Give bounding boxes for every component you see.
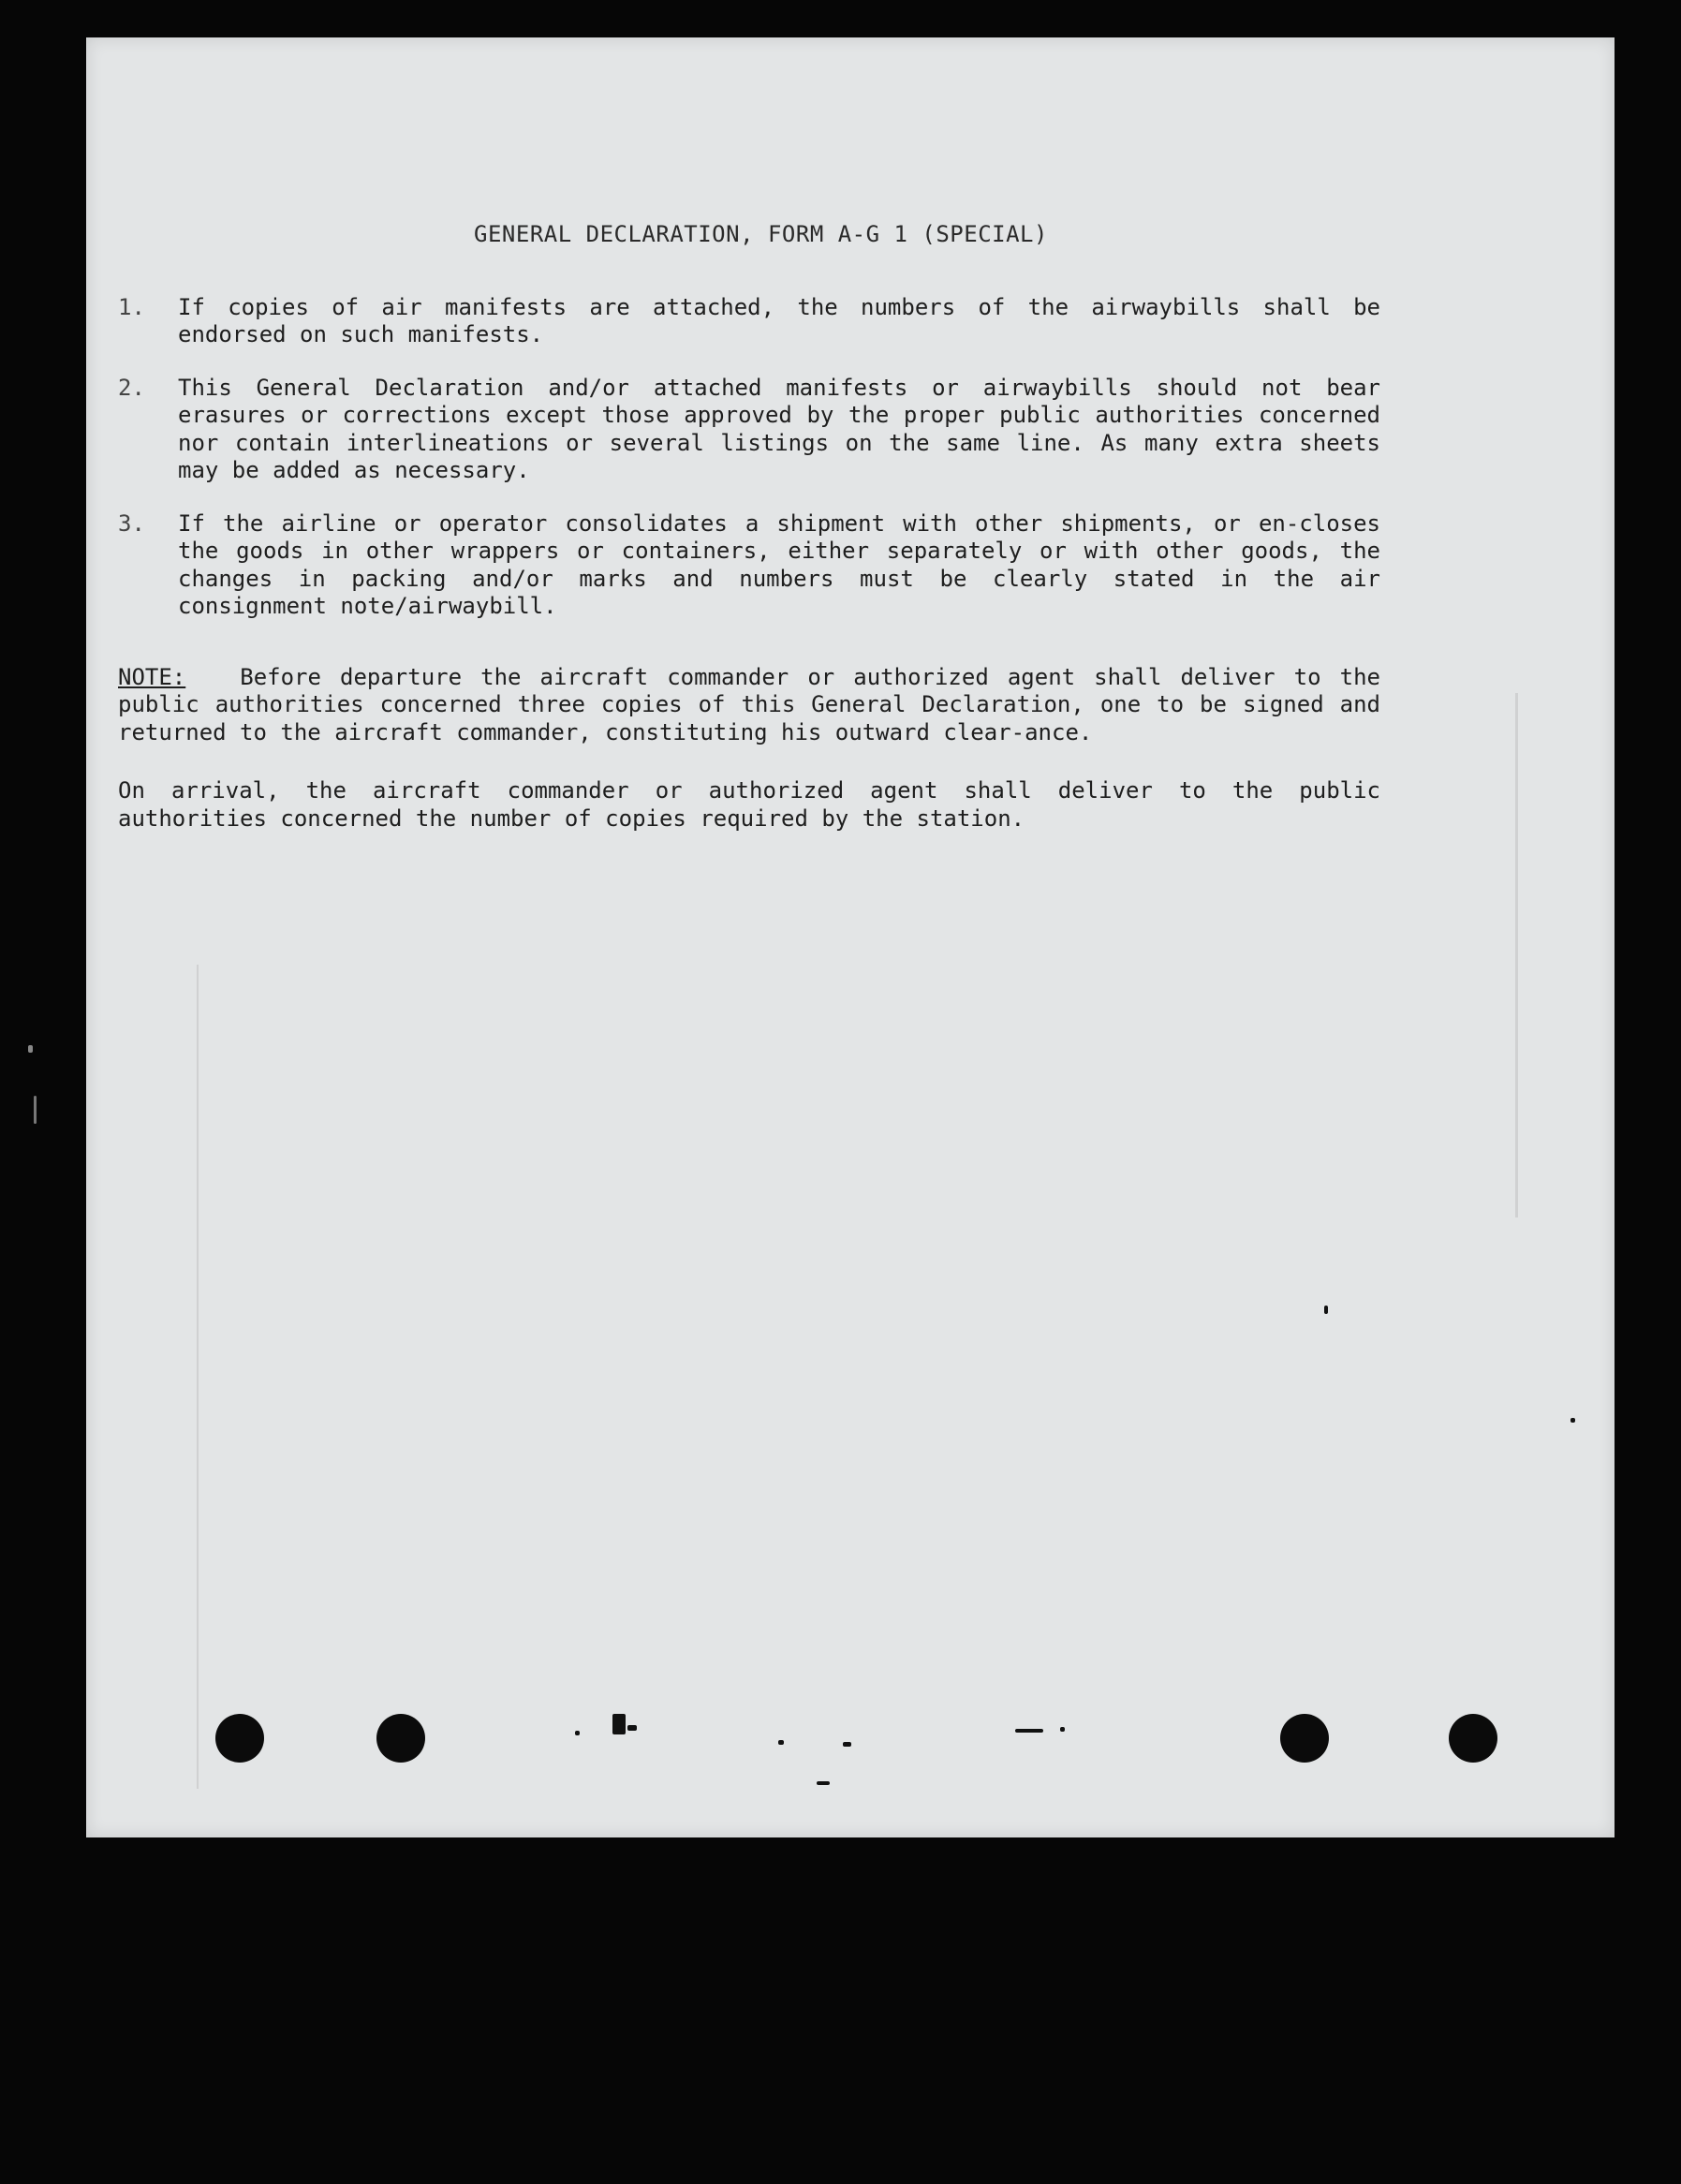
list-item: [118, 375, 1380, 485]
arrival-paragraph: On arrival, the aircraft commander or authorized agent shall deliver to the public authorities concerned the number of copies required by the station.: [118, 777, 1380, 832]
edge-speck: [28, 1045, 33, 1053]
document-body: [118, 221, 1380, 833]
ink-speck: [612, 1714, 626, 1734]
punch-hole: [215, 1714, 264, 1763]
item-number: 3.: [118, 509, 145, 537]
punch-hole: [376, 1714, 425, 1763]
paper-crease: [1515, 693, 1518, 1217]
item-number: 2.: [118, 374, 145, 401]
list-item: [118, 510, 1380, 621]
ink-speck: [1060, 1727, 1065, 1732]
punch-hole: [1280, 1714, 1329, 1763]
ink-speck: [1570, 1418, 1575, 1423]
edge-speck: [34, 1096, 37, 1124]
paper-crease: [197, 965, 199, 1789]
ink-speck: [778, 1740, 784, 1745]
list-item: [118, 294, 1380, 349]
item-number: 1.: [118, 293, 145, 320]
note-paragraph: [118, 664, 1380, 747]
ink-speck: [843, 1742, 851, 1747]
item-text: If copies of air manifests are attached, the numbers of the airwaybills shall be endorsed on such manifests.: [178, 293, 1380, 347]
ink-speck: [817, 1781, 830, 1785]
punch-hole: [1449, 1714, 1497, 1763]
item-text: This General Declaration and/or attached manifests or airwaybills should not bear erasures or corrections except those approved by the proper public authorities concerned nor contain interlineations or several listings on the same line. As many extra sheets may be added as necessary.: [178, 374, 1380, 483]
ink-speck: [1324, 1306, 1328, 1314]
note-text: Before departure the aircraft commander or authorized agent shall deliver to the public authorities concerned three copies of this General Declaration, one to be signed and returned to the aircraft commander, constituting his outward clear-ance.: [118, 663, 1380, 745]
item-text: If the airline or operator consolidates a shipment with other shipments, or en-closes the goods in other wrappers or containers, either separately or with other goods, the changes in packing and/or marks and numbers must be clearly stated in the air consignment note/airwaybill.: [178, 509, 1380, 619]
document-title: GENERAL DECLARATION, FORM A-G 1 (SPECIAL): [474, 221, 1048, 247]
note-label: NOTE:: [118, 663, 186, 690]
ink-speck: [627, 1725, 637, 1731]
ink-speck: [1015, 1729, 1043, 1733]
ink-speck: [575, 1731, 580, 1735]
